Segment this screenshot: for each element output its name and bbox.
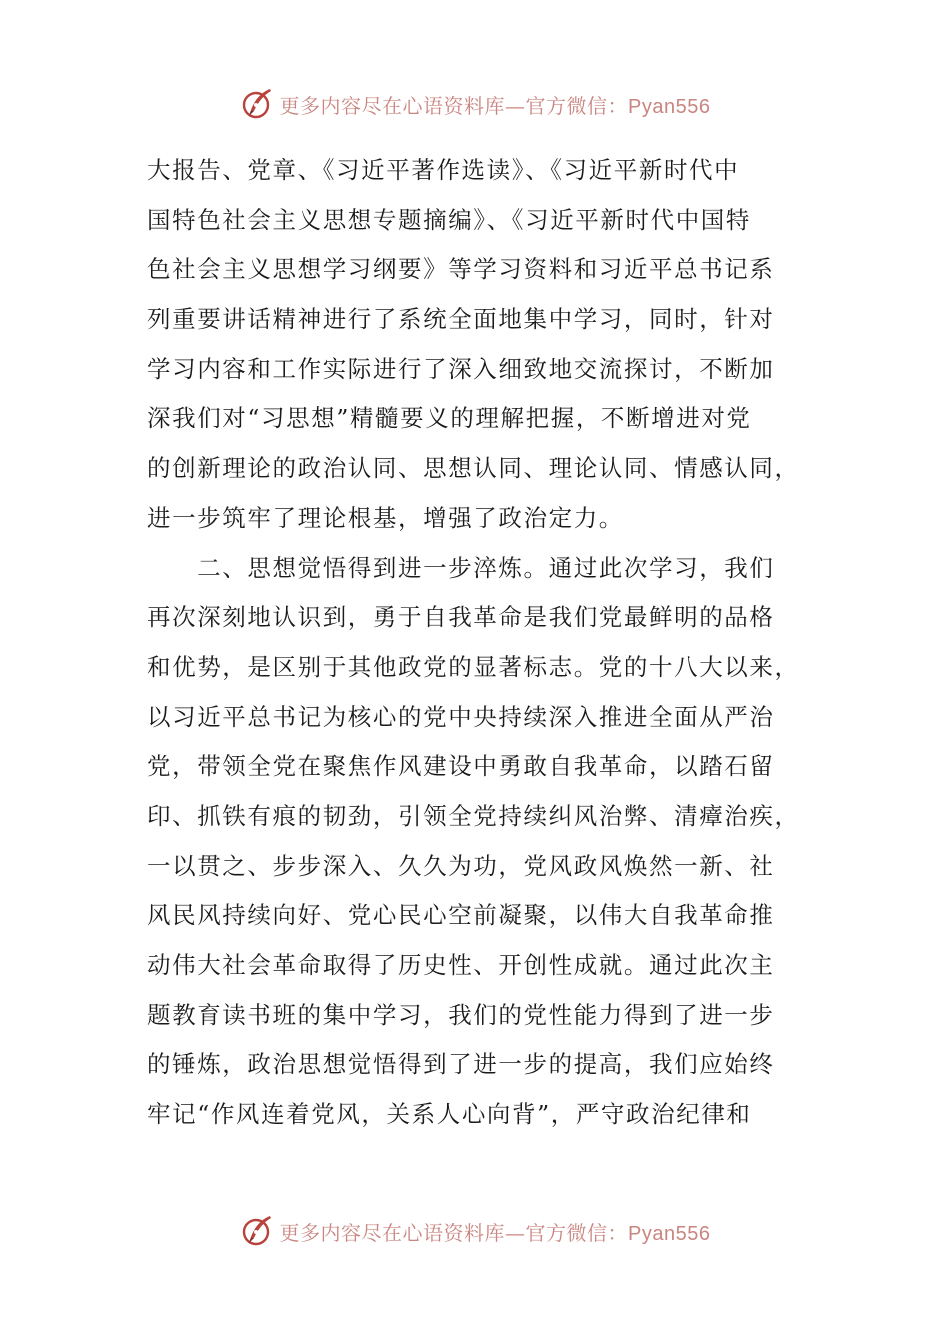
header-wechat-id: Pyan556 — [628, 95, 711, 118]
text-line: 国特色社会主义思想专题摘编》、《习近平新时代中国特 — [147, 205, 751, 234]
text-line: 再次深刻地认识到，勇于自我革命是我们党最鲜明的品格 — [147, 603, 775, 632]
header-banner-label: 更多内容尽在心语资料库—官方微信： — [279, 93, 629, 118]
text-line: 色社会主义思想学习纲要》等学习资料和习近平总书记系 — [147, 255, 775, 284]
text-line: 风民风持续向好、党心民心空前凝聚，以伟大自我革命推 — [147, 901, 775, 930]
text-line: 的锤炼，政治思想觉悟得到了进一步的提高，我们应始终 — [147, 1050, 775, 1079]
text-line: 深我们对“习思想”精髓要义的理解把握，不断增进对党 — [147, 404, 752, 433]
header-banner-text — [280, 90, 711, 119]
text-line: 党，带领全党在聚焦作风建设中勇敢自我革命，以踏石留 — [147, 752, 775, 781]
text-line: 列重要讲话精神进行了系统全面地集中学习，同时，针对 — [147, 305, 775, 334]
text-line: 以习近平总书记为核心的党中央持续深入推进全面从严治 — [147, 702, 775, 731]
text-line: 动伟大社会革命取得了历史性、开创性成就。通过此次主 — [147, 951, 775, 979]
footer-banner-text — [280, 1217, 711, 1246]
text-line: 一以贯之、步步深入、久久为功，党风政风焕然一新、社 — [147, 851, 775, 880]
text-line: 题教育读书班的集中学习，我们的党性能力得到了进一步 — [147, 1000, 775, 1029]
footer-banner — [0, 1211, 950, 1251]
footer-wechat-id: Pyan556 — [628, 1222, 711, 1245]
header-banner — [0, 84, 950, 124]
text-line: 的创新理论的政治认同、思想认同、理论认同、情感认同， — [147, 454, 800, 483]
text-line: 牢记“作风连着党风，关系人心向背”，严守政治纪律和 — [147, 1100, 752, 1129]
text-line: 和优势，是区别于其他政党的显著标志。党的十八大以来， — [147, 652, 800, 681]
quill-pen-logo-icon — [240, 1213, 276, 1249]
footer-banner-label: 更多内容尽在心语资料库—官方微信： — [279, 1220, 629, 1245]
text-line: 进一步筑牢了理论根基，增强了政治定力。 — [147, 503, 624, 532]
text-line: 大报告、党章、《习近平著作选读》、《习近平新时代中 — [147, 156, 740, 184]
text-line: 二、思想觉悟得到进一步淬炼。通过此次学习，我们 — [147, 553, 775, 582]
text-line: 印、抓铁有痕的韧劲，引领全党持续纠风治弊、清瘴治疾， — [147, 801, 800, 830]
document-body — [147, 146, 807, 1140]
quill-pen-logo-icon — [240, 86, 276, 122]
text-line: 学习内容和工作实际进行了深入细致地交流探讨，不断加 — [147, 354, 775, 383]
